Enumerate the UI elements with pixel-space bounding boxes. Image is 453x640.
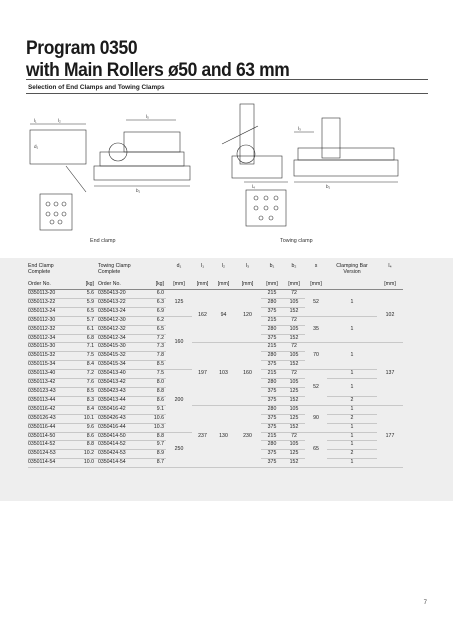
cell-d1: 200 [166, 370, 192, 432]
cell-end-clamp-order: 0350115-32 [28, 352, 72, 361]
cell-l1: 162 [192, 290, 213, 343]
cell-end-clamp-order: 0350124-53 [28, 450, 72, 459]
cell-end-clamp-kg: 7.6 [72, 379, 98, 388]
cell-b2: 152 [283, 396, 305, 405]
cell-clamping-bar: 2 [327, 450, 377, 459]
cell-end-clamp-kg: 10.2 [72, 450, 98, 459]
cell-end-clamp-kg: 10.1 [72, 414, 98, 423]
cell-clamping-bar: 1 [327, 290, 377, 317]
cell-b2: 152 [283, 361, 305, 370]
cell-end-clamp-order: 0350126-43 [28, 414, 72, 423]
cell-b2: 105 [283, 405, 305, 414]
cell-b1: 280 [261, 325, 283, 334]
dim-l5: l₅ [146, 114, 149, 119]
cell-towing-clamp-order: 0350424-53 [98, 450, 142, 459]
cell-b1: 375 [261, 423, 283, 432]
cell-towing-clamp-order: 0350416-44 [98, 423, 142, 432]
cell-towing-clamp-order: 0350423-43 [98, 387, 142, 396]
cell-s: 70 [305, 343, 327, 370]
cell-d1: 125 [166, 290, 192, 317]
cell-b2: 125 [283, 414, 305, 423]
cell-towing-clamp-kg: 6.0 [142, 290, 166, 299]
cell-towing-clamp-order: 0350413-40 [98, 370, 142, 379]
header-l4: l₄ [388, 263, 392, 269]
cell-towing-clamp-kg: 6.9 [142, 307, 166, 316]
cell-towing-clamp-order: 0350412-34 [98, 334, 142, 343]
title-rule [26, 79, 428, 80]
table-row [28, 405, 403, 414]
dim-l4: l₄ [252, 184, 255, 189]
table-header-row [28, 260, 403, 280]
header-l3: l₃ [245, 263, 250, 269]
cell-towing-clamp-kg: 6.5 [142, 325, 166, 334]
cell-end-clamp-kg: 8.5 [72, 387, 98, 396]
cell-towing-clamp-kg: 8.6 [142, 396, 166, 405]
cell-end-clamp-order: 0350116-42 [28, 405, 72, 414]
cell-l4: 177 [377, 405, 403, 467]
cell-b1: 280 [261, 379, 283, 388]
cell-towing-clamp-order: 0350413-42 [98, 379, 142, 388]
cell-clamping-bar: 1 [327, 441, 377, 450]
cell-b2: 152 [283, 423, 305, 432]
cell-b1: 375 [261, 414, 283, 423]
cell-towing-clamp-kg: 6.2 [142, 316, 166, 325]
cell-towing-clamp-kg: 7.3 [142, 343, 166, 352]
dim-l1: l₁ [34, 118, 37, 123]
header-clamping-bar: Clamping Bar Version [336, 263, 368, 276]
cell-l4: 137 [377, 343, 403, 405]
cell-l1: 197 [192, 343, 213, 405]
cell-towing-clamp-kg: 8.8 [142, 432, 166, 441]
cell-end-clamp-order: 0350112-32 [28, 325, 72, 334]
cell-clamping-bar: 1 [327, 405, 377, 414]
cell-d1: 250 [166, 432, 192, 468]
cell-b1: 280 [261, 405, 283, 414]
cell-end-clamp-order: 0350113-20 [28, 290, 72, 299]
header-b2: b₂ [291, 263, 297, 269]
section-subtitle: Selection of End Clamps and Towing Clamps [28, 84, 165, 91]
cell-towing-clamp-order: 0350413-22 [98, 298, 142, 307]
cell-end-clamp-kg: 7.1 [72, 343, 98, 352]
cell-b1: 375 [261, 396, 283, 405]
cell-end-clamp-order: 0350115-30 [28, 343, 72, 352]
cell-b1: 280 [261, 441, 283, 450]
cell-b1: 215 [261, 370, 283, 379]
cell-towing-clamp-order: 0350414-50 [98, 432, 142, 441]
cell-s: 65 [305, 432, 327, 468]
towing-clamp-bottom-view [246, 190, 286, 226]
cell-d1: 160 [166, 316, 192, 369]
dim-b1: b₁ [136, 188, 141, 193]
cell-clamping-bar: 1 [327, 370, 377, 379]
cell-end-clamp-kg: 6.1 [72, 325, 98, 334]
cell-end-clamp-kg: 8.3 [72, 396, 98, 405]
cell-clamping-bar: 1 [327, 432, 377, 441]
cell-towing-clamp-order: 0350413-24 [98, 307, 142, 316]
end-clamp-front-view [30, 130, 86, 164]
header-b1: b₁ [269, 263, 275, 269]
cell-towing-clamp-order: 0350414-54 [98, 459, 142, 468]
cell-clamping-bar: 1 [327, 459, 377, 468]
cell-s: 90 [305, 405, 327, 432]
towing-clamp-front-view [294, 160, 398, 176]
cell-end-clamp-order: 0350115-34 [28, 361, 72, 370]
clamp-technical-drawing [26, 96, 428, 246]
subtitle-rule [26, 93, 428, 94]
cell-b1: 280 [261, 352, 283, 361]
cell-end-clamp-kg: 8.4 [72, 405, 98, 414]
cell-b2: 105 [283, 352, 305, 361]
cell-b1: 375 [261, 459, 283, 468]
cell-b2: 105 [283, 379, 305, 388]
cell-towing-clamp-order: 0350413-44 [98, 396, 142, 405]
cell-l1: 237 [192, 405, 213, 467]
cell-towing-clamp-order: 0350414-52 [98, 441, 142, 450]
cell-b2: 105 [283, 441, 305, 450]
dim-d1: d₁ [34, 144, 39, 149]
cell-b2: 125 [283, 387, 305, 396]
dim-l3: l₃ [298, 126, 301, 131]
header-l2: l₂ [221, 263, 226, 269]
cell-b2: 152 [283, 334, 305, 343]
cell-b1: 375 [261, 387, 283, 396]
cell-towing-clamp-kg: 8.5 [142, 361, 166, 370]
cell-l3: 120 [234, 290, 261, 343]
cell-towing-clamp-kg: 7.2 [142, 334, 166, 343]
cell-end-clamp-kg: 8.6 [72, 432, 98, 441]
cell-towing-clamp-kg: 8.7 [142, 459, 166, 468]
cell-end-clamp-order: 0350113-44 [28, 396, 72, 405]
cell-end-clamp-kg: 5.6 [72, 290, 98, 299]
cell-end-clamp-order: 0350112-34 [28, 334, 72, 343]
cell-end-clamp-order: 0350114-52 [28, 441, 72, 450]
end-clamp-top-view [124, 132, 180, 152]
cell-b1: 375 [261, 450, 283, 459]
cell-b1: 375 [261, 361, 283, 370]
cell-towing-clamp-kg: 7.5 [142, 370, 166, 379]
page-number: 7 [423, 600, 427, 606]
cell-end-clamp-order: 0350113-22 [28, 298, 72, 307]
cell-l3: 230 [234, 405, 261, 467]
cell-clamping-bar: 2 [327, 396, 377, 405]
cell-towing-clamp-order: 0350416-42 [98, 405, 142, 414]
header-d1: d₁ [176, 263, 182, 269]
cell-end-clamp-order: 0350113-40 [28, 370, 72, 379]
caption-towing-clamp: Towing clamp [280, 238, 313, 244]
cell-b2: 72 [283, 290, 305, 299]
page-title [26, 38, 289, 82]
selection-table-panel [0, 258, 453, 501]
cell-b1: 215 [261, 290, 283, 299]
cell-b1: 280 [261, 298, 283, 307]
cell-end-clamp-order: 0350113-42 [28, 379, 72, 388]
cell-end-clamp-kg: 5.7 [72, 316, 98, 325]
cell-b2: 72 [283, 316, 305, 325]
cell-towing-clamp-order: 0350413-20 [98, 290, 142, 299]
cell-l4: 102 [377, 290, 403, 343]
cell-towing-clamp-order: 0350415-34 [98, 361, 142, 370]
cell-end-clamp-kg: 5.9 [72, 298, 98, 307]
cell-end-clamp-kg: 10.0 [72, 459, 98, 468]
cell-end-clamp-kg: 7.2 [72, 370, 98, 379]
cell-clamping-bar: 1 [327, 316, 377, 343]
cell-s: 52 [305, 290, 327, 317]
header-end-clamp: End Clamp Complete [28, 263, 54, 276]
cell-b1: 215 [261, 432, 283, 441]
cell-end-clamp-kg: 7.5 [72, 352, 98, 361]
cell-end-clamp-order: 0350112-30 [28, 316, 72, 325]
cell-end-clamp-kg: 8.4 [72, 361, 98, 370]
cell-towing-clamp-order: 0350415-32 [98, 352, 142, 361]
table-row [28, 290, 403, 299]
end-clamp-side-view [94, 166, 190, 180]
dim-l2: l₂ [58, 118, 61, 123]
cell-towing-clamp-order: 0350415-30 [98, 343, 142, 352]
cell-end-clamp-kg: 8.8 [72, 441, 98, 450]
header-towing-clamp: Towing Clamp Complete [98, 263, 131, 276]
cell-l2: 94 [213, 290, 234, 343]
cell-clamping-bar: 1 [327, 423, 377, 432]
cell-end-clamp-order: 0350123-43 [28, 387, 72, 396]
cell-l2: 130 [213, 405, 234, 467]
cell-end-clamp-kg: 6.8 [72, 334, 98, 343]
cell-towing-clamp-order: 0350412-30 [98, 316, 142, 325]
cell-towing-clamp-kg: 6.3 [142, 298, 166, 307]
cell-towing-clamp-kg: 8.8 [142, 387, 166, 396]
cell-end-clamp-order: 0350113-24 [28, 307, 72, 316]
cell-towing-clamp-kg: 7.8 [142, 352, 166, 361]
cell-end-clamp-order: 0350114-50 [28, 432, 72, 441]
title-line-1: Program 0350 [26, 38, 138, 59]
cell-b2: 125 [283, 450, 305, 459]
cell-b2: 72 [283, 432, 305, 441]
cell-end-clamp-kg: 9.6 [72, 423, 98, 432]
cell-l3: 160 [234, 343, 261, 405]
table-row [28, 343, 403, 352]
cell-clamping-bar: 1 [327, 379, 377, 397]
cell-s: 52 [305, 370, 327, 406]
header-s: s [314, 263, 318, 269]
cell-towing-clamp-order: 0350426-43 [98, 414, 142, 423]
cell-b2: 72 [283, 370, 305, 379]
cell-end-clamp-order: 0350114-54 [28, 459, 72, 468]
clamp-selection-table [28, 260, 403, 468]
cell-end-clamp-kg: 6.5 [72, 307, 98, 316]
cell-b2: 72 [283, 343, 305, 352]
cell-l2: 103 [213, 343, 234, 405]
cell-towing-clamp-kg: 10.3 [142, 423, 166, 432]
units-row: Order No. [kg] Order No. [kg] [mm] [mm] [mm] [mm] [mm] [mm] [mm] [mm] [28, 280, 403, 290]
cell-end-clamp-order: 0350116-44 [28, 423, 72, 432]
cell-b1: 375 [261, 307, 283, 316]
title-line-2: with Main Rollers ø50 and 63 mm [26, 60, 290, 81]
dim-b1-right: b₁ [326, 184, 331, 189]
cell-towing-clamp-kg: 9.1 [142, 405, 166, 414]
cell-b2: 152 [283, 459, 305, 468]
cell-b2: 105 [283, 325, 305, 334]
cell-towing-clamp-kg: 8.0 [142, 379, 166, 388]
cell-b2: 105 [283, 298, 305, 307]
cell-s: 35 [305, 316, 327, 343]
cell-clamping-bar: 2 [327, 414, 377, 423]
caption-end-clamp: End clamp [90, 238, 116, 244]
cell-towing-clamp-kg: 8.9 [142, 450, 166, 459]
cell-clamping-bar: 1 [327, 343, 377, 370]
cell-b1: 375 [261, 334, 283, 343]
cell-b1: 215 [261, 316, 283, 325]
cell-towing-clamp-kg: 9.7 [142, 441, 166, 450]
cell-b2: 152 [283, 307, 305, 316]
cell-b1: 215 [261, 343, 283, 352]
cell-towing-clamp-order: 0350412-32 [98, 325, 142, 334]
cell-towing-clamp-kg: 10.6 [142, 414, 166, 423]
header-l1: l₁ [201, 263, 204, 269]
